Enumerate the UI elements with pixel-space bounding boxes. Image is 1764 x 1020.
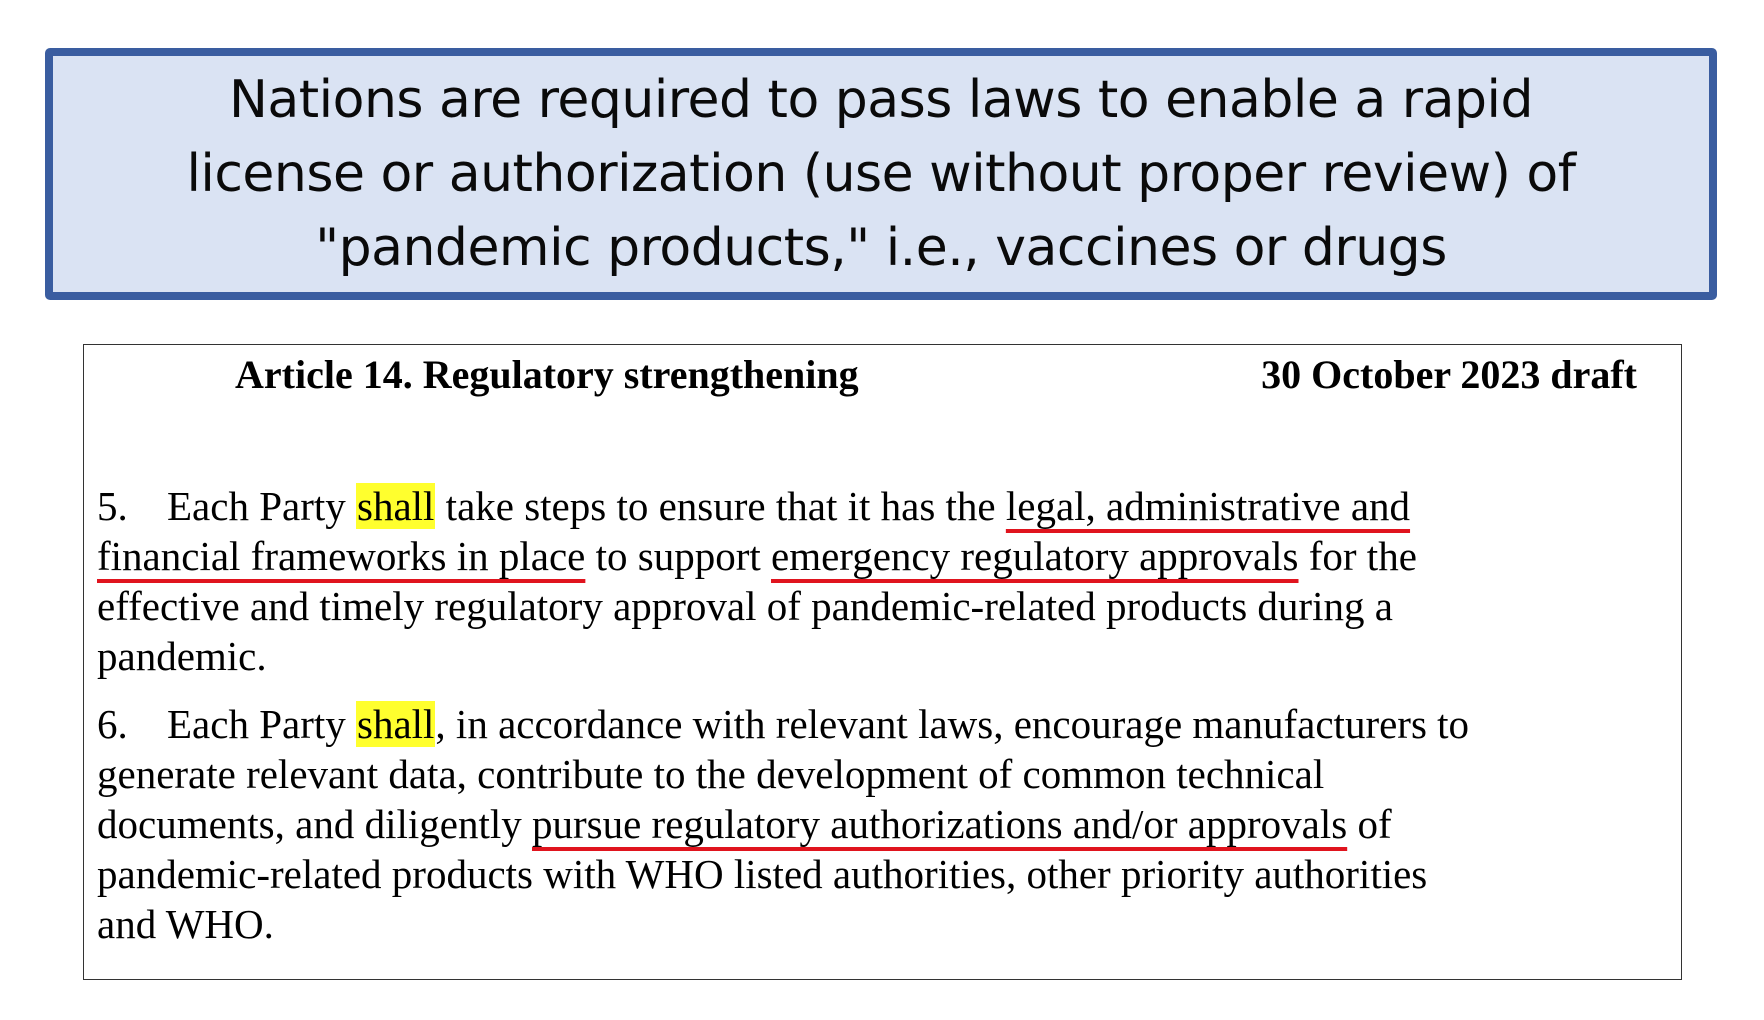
text-segment: Each Party — [167, 701, 356, 747]
headline-callout — [45, 48, 1717, 300]
underlined-phrase: legal, administrative and — [1005, 483, 1411, 529]
paragraph-5-line-2 — [97, 531, 1677, 581]
underlined-phrase: financial frameworks in place — [97, 533, 586, 579]
paragraph-6-line-2: generate relevant data, contribute to the development of common technical — [97, 751, 1325, 797]
headline-text — [186, 63, 1575, 285]
text-segment: , in accordance with relevant laws, encourage manufacturers to — [435, 701, 1470, 747]
text-segment: to support — [585, 533, 772, 579]
text-segment: documents, and diligently — [97, 801, 532, 847]
draft-date: 30 October 2023 draft — [1261, 352, 1637, 397]
text-segment: Each Party — [167, 483, 356, 529]
headline-line-2: license or authorization (use without proper review) of — [186, 144, 1576, 204]
paragraph-6-line-5: and WHO. — [97, 901, 274, 947]
text-segment: take steps to ensure that it has the — [435, 483, 1006, 529]
document-excerpt — [83, 344, 1682, 980]
paragraph-5-line-4: pandemic. — [97, 633, 267, 679]
underlined-phrase: pursue regulatory authorizations and/or approvals — [531, 801, 1348, 847]
paragraph-number: 5. — [97, 483, 128, 529]
text-segment: of — [1347, 801, 1392, 847]
paragraph-5 — [97, 481, 1677, 681]
paragraph-6-line-1 — [97, 699, 1677, 749]
paragraph-number: 6. — [97, 701, 128, 747]
headline-line-1: Nations are required to pass laws to enable a rapid — [229, 70, 1533, 130]
paragraph-6-line-3 — [97, 799, 1677, 849]
paragraph-5-line-1 — [97, 481, 1677, 531]
paragraph-5-line-3: effective and timely regulatory approval of pandemic-related products during a — [97, 583, 1393, 629]
paragraph-6-line-4: pandemic-related products with WHO listed authorities, other priority authorities — [97, 851, 1428, 897]
highlighted-word: shall — [356, 701, 435, 747]
highlighted-word: shall — [356, 483, 435, 529]
headline-line-3: "pandemic products," i.e., vaccines or drugs — [315, 218, 1447, 278]
underlined-phrase: emergency regulatory approvals — [771, 533, 1299, 579]
text-segment: for the — [1298, 533, 1417, 579]
paragraph-6 — [97, 699, 1677, 949]
article-title: Article 14. Regulatory strengthening — [235, 352, 859, 397]
